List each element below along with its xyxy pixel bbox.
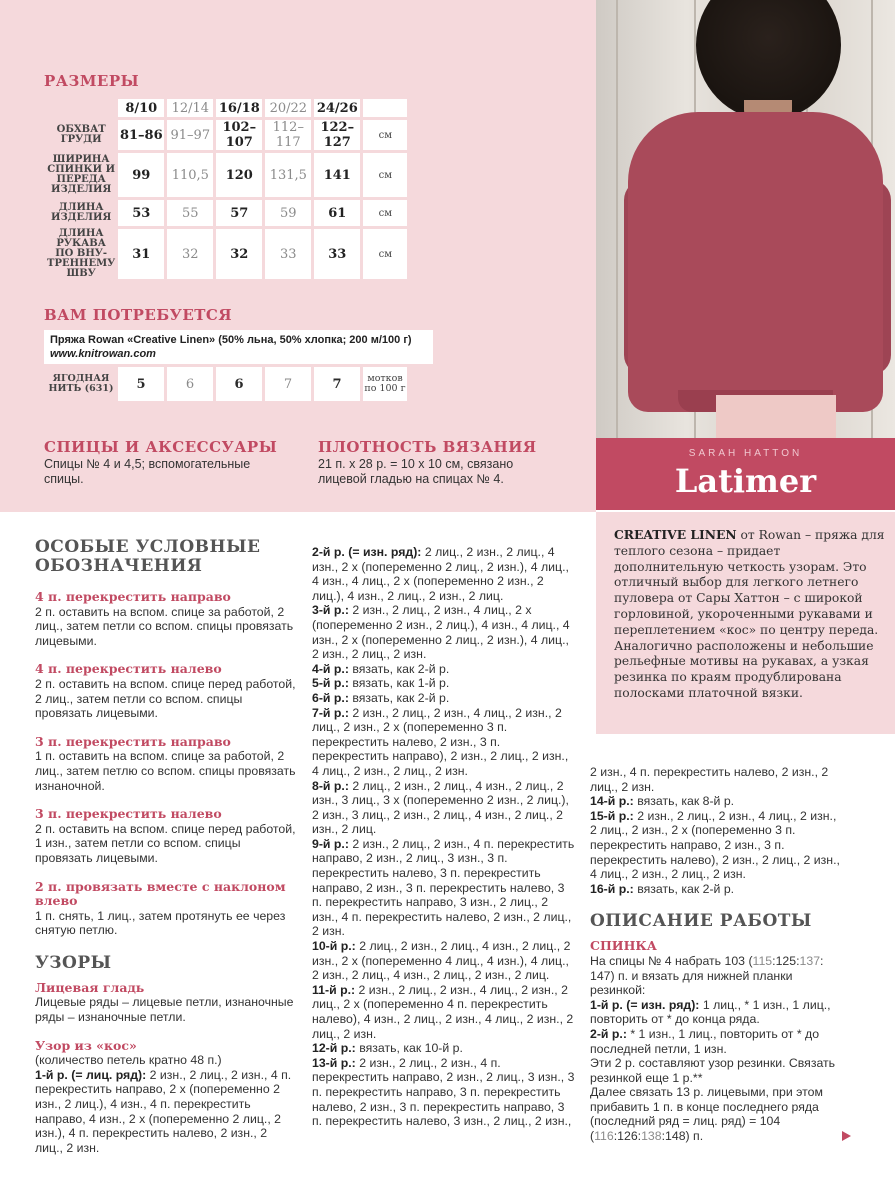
size-header: 24/26	[314, 99, 360, 117]
gauge-title: ПЛОТНОСТЬ ВЯЗАНИЯ	[318, 438, 537, 456]
intro-text: CREATIVE LINEN от Rowan – пряжа для теплого сезона – придает дополнительную четкость узорам. Это отличный выбор для легкого летнего пуловера от Сары Хаттон – с широкой горловиной, укороченными рукавами и переплетением «кос» по центру переда. Аналогично расположены и небольшие рельефные мотивы на рукавах, а узкая резинка по краям продублирована полосками платочной вязки.	[614, 527, 885, 700]
patterns-title: УЗОРЫ	[35, 952, 112, 973]
size-header: 8/10	[118, 99, 164, 117]
yarn-info	[44, 330, 433, 364]
size-header: 16/18	[216, 99, 262, 117]
yarn-description: Пряжа Rowan «Creative Linen» (50% льна, 50% хлопка; 200 м/100 г)	[50, 334, 412, 346]
sizes-table	[44, 96, 410, 282]
needles-title: СПИЦЫ И АКСЕССУАРЫ	[44, 438, 278, 456]
intro-yarn-name: CREATIVE LINEN	[614, 527, 737, 542]
sizes-title: РАЗМЕРЫ	[44, 72, 140, 90]
abbreviations-column: ОСОБЫЕ УСЛОВНЫЕ ОБОЗНАЧЕНИЯ 4 п. перекрестить направо 2 п. оставить на вспом. спице за работой, 2 лиц., затем петли со вспом. спицы провязать лицевыми. 4 п. перекрестить налево 2 п. оставить на вспом. спице перед работой, 2 лиц., затем петли со вспом. спицы провязать лицевыми. 3 п. перекрестить направо 1 п. оставить на вспом. спице за работой, 2 лиц., затем петлю со вспом. спицы провязать изнаночной. 3 п. перекрестить налево 2 п. оставить на вспом. спице перед работой, 1 изн., затем петли со вспом. спицы провязать лицевыми. 2 п. провязать вместе с наклоном влево 1 п. снять, 1 лиц., затем протянуть ее через снятую петлю. УЗОРЫ Лицевая гладь Лицевые ряды – лицевые петли, изнаночные ряды – изнаночные петли. Узор из «кос» (количество петель кратно 48 п.) 1-й р. (= лиц. ряд): 2 изн., 2 лиц., 2 изн., 4 п. перекрестить направо, 2 х (попеременно 2 изн., 2 лиц.), 4 изн., 4 п. перекрестить направо, 4 изн., 2 х (попеременно 2 лиц., 2 изн.), 4 п. перекрестить налево, 2 изн., 2 лиц., 2 изн.	[35, 537, 296, 1155]
abbrev-title: ОСОБЫЕ УСЛОВНЫЕ ОБОЗНАЧЕНИЯ	[35, 537, 261, 576]
pattern-name: Latimer	[674, 462, 817, 500]
materials-title: ВАМ ПОТРЕБУЕТСЯ	[44, 306, 233, 324]
table-row: ДЛИНА РУКАВА ПО ВНУ-ТРЕННЕМУ ШВУ 31 32 32 33 33 см	[47, 229, 407, 279]
table-row: ШИРИНА СПИНКИ И ПЕРЕДА ИЗДЕЛИЯ 99 110,5 120 131,5 141 см	[47, 153, 407, 197]
needles-text: Спицы № 4 и 4,5; вспомогательные спицы.	[44, 457, 251, 486]
table-row: ЯГОДНАЯ НИТЬ (631) 5 6 6 7 7 мотков по 100 г	[47, 367, 407, 401]
work-column: 2 изн., 4 п. перекрестить налево, 2 изн., 2 лиц., 2 изн. 14-й р.: вязать, как 8-й р. 15-й р.: 2 изн., 2 лиц., 2 изн., 4 лиц., 2 изн., 2 лиц., 2 изн., 2 х (попеременно 3 п. перекрестить направо, 2 изн., 3 п. перекрестить налево), 2 изн., 2 лиц., 2 изн., 4 лиц., 2 изн., 2 лиц., 2 изн. 16-й р.: вязать, как 2-й р. ОПИСАНИЕ РАБОТЫ СПИНКА На спицы № 4 набрать 103 (115:125:137: 147) п. и вязать для нижней планки резинкой: 1-й р. (= изн. ряд): 1 лиц., * 1 изн., 1 лиц., повторить от * до конца ряда. 2-й р.: * 1 изн., 1 лиц., повторить от * до последней петли, 1 изн. Эти 2 р. составляют узор резинки. Связать резинкой еще 1 р.** Далее связать 13 р. лицевыми, при этом прибавить 1 п. в конце последнего ряда (последний ряд = лиц. ряд) = 104 (116:126:138:148) п.	[590, 765, 845, 1144]
back-title: СПИНКА	[590, 938, 657, 954]
table-row: ДЛИНА ИЗДЕЛИЯ 53 55 57 59 61 см	[47, 200, 407, 226]
size-header: 20/22	[265, 99, 311, 117]
row13-continuation: 2 изн., 4 п. перекрестить налево, 2 изн., 2 лиц., 2 изн.	[590, 765, 829, 794]
table-row: ОБХВАТ ГРУДИ 81–86 91–97 102–107 112–117 122–127 см	[47, 120, 407, 150]
model-photo	[596, 0, 895, 438]
gauge-text: 21 п. х 28 р. = 10 х 10 см, связано лицевой гладью на спицах № 4.	[318, 457, 514, 486]
yarn-table	[44, 364, 410, 404]
title-band	[596, 438, 895, 510]
designer-name: SARAH HATTON	[688, 448, 803, 459]
intro-box	[596, 512, 895, 734]
work-title: ОПИСАНИЕ РАБОТЫ	[590, 911, 812, 932]
rows-column: 2-й р. (= изн. ряд): 2 лиц., 2 изн., 2 лиц., 4 изн., 2 х (попеременно 2 лиц., 2 изн.), 4 лиц., 4 изн., 4 лиц., 2 х (попеременно 2 изн., 2 лиц.), 4 изн., 2 лиц., 2 изн., 2 лиц. 3-й р.: 2 изн., 2 лиц., 2 изн., 4 лиц., 2 х (попеременно 2 изн., 2 лиц.), 4 изн., 4 лиц., 4 изн., 2 х (попеременно 2 лиц., 2 изн.), 4 лиц., 2 изн., 2 лиц., 2 изн. 4-й р.: вязать, как 2-й р. 5-й р.: вязать, как 1-й р. 6-й р.: вязать, как 2-й р. 7-й р.: 2 изн., 2 лиц., 2 изн., 4 лиц., 2 изн., 2 лиц., 2 изн., 2 х (попеременно 3 п. перекрестить налево, 2 изн., 3 п. перекрестить направо), 2 изн., 2 лиц., 2 изн., 4 лиц., 2 изн., 2 лиц., 2 изн. 8-й р.: 2 лиц., 2 изн., 2 лиц., 4 изн., 2 лиц., 2 изн., 3 лиц., 3 х (попеременно 2 изн., 2 лиц.), 2 изн., 3 лиц., 2 изн., 2 лиц., 4 изн., 2 лиц., 2 изн., 2 лиц. 9-й р.: 2 изн., 2 лиц., 2 изн., 4 п. перекрестить направо, 2 изн., 2 лиц., 3 изн., 3 п. перекрестить налево, 3 п. перекрестить направо, 2 изн., 3 п. перекрестить налево, 3 п. перекрестить направо, 3 изн., 2 лиц., 2 изн., 4 п. перекрестить налево, 2 изн., 2 лиц., 2 изн. 10-й р.: 2 лиц., 2 изн., 2 лиц., 4 изн., 2 лиц., 2 изн., 2 х (попеременно 4 лиц., 4 изн.), 4 лиц., 2 изн., 2 лиц., 4 изн., 2 лиц., 2 изн., 2 лиц. 11-й р.: 2 изн., 2 лиц., 2 изн., 4 лиц., 2 изн., 2 лиц., 2 х (попеременно 4 п. перекрестить налево), 4 изн., 2 лиц., 2 изн., 4 лиц., 2 изн., 2 лиц., 2 изн. 12-й р.: вязать, как 10-й р. 13-й р.: 2 изн., 2 лиц., 2 изн., 4 п. перекрестить направо, 2 изн., 2 лиц., 3 изн., 3 п. перекрестить направо, 3 п. перекрестить налево, 2 изн., 3 п. перекрестить направо, 3 п. перекрестить налево, 3 изн., 2 лиц., 2 изн.,	[312, 545, 575, 1129]
next-page-arrow-icon	[842, 1131, 851, 1141]
size-header: 12/14	[167, 99, 213, 117]
yarn-color: ЯГОДНАЯ НИТЬ (631)	[48, 373, 114, 394]
yarn-url: www.knitrowan.com	[50, 348, 156, 360]
